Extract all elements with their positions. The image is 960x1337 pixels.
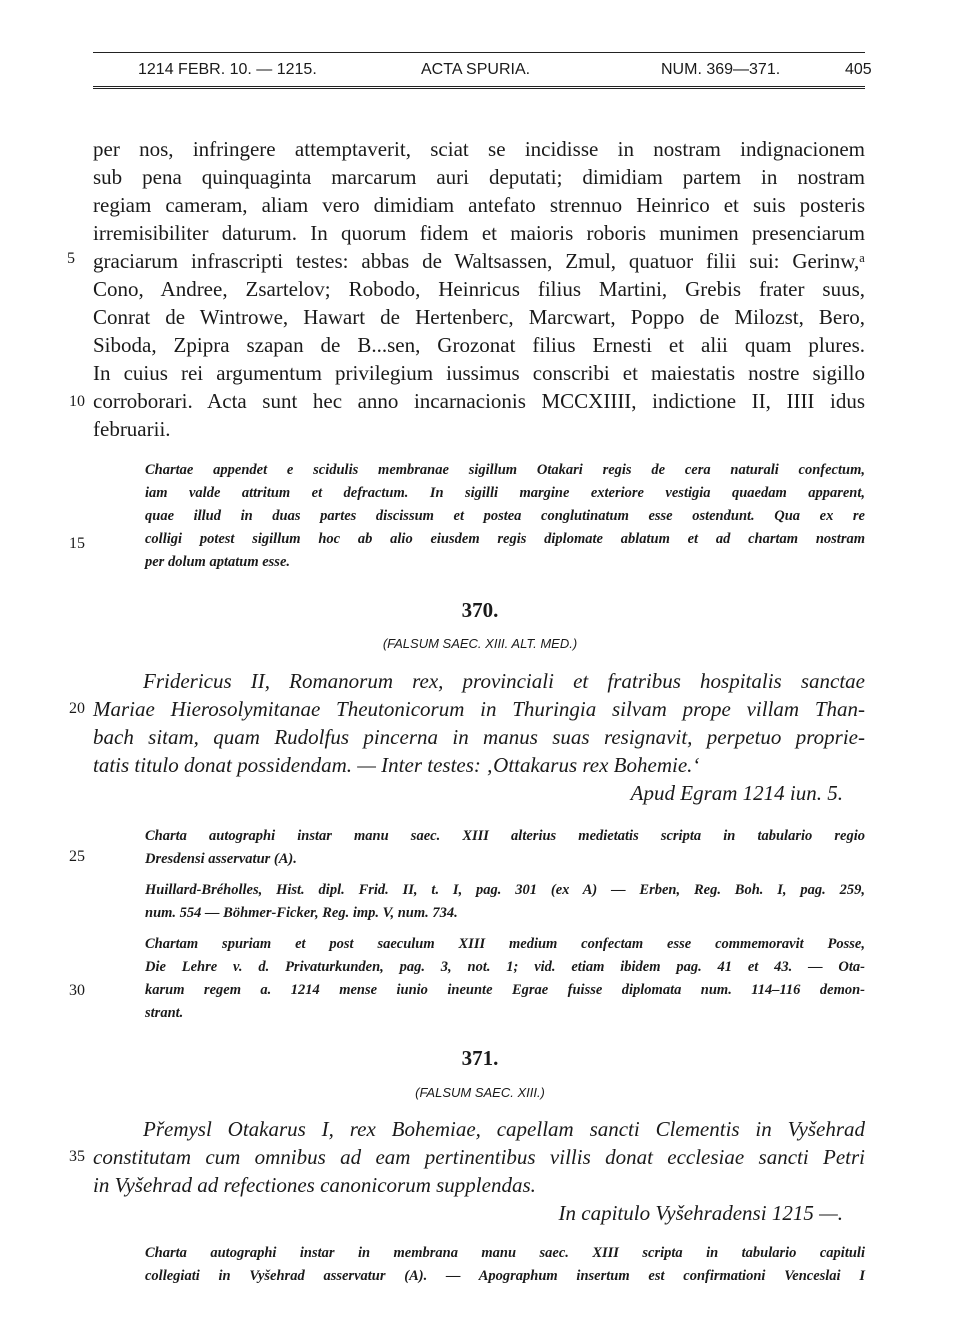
regest-line: in Vyšehrad ad refectiones canonicorum supplendas. [93,1173,536,1197]
note-line: Charta autographi instar manu saec. XIII alterius medietatis scripta in tabulario regio [145,828,865,844]
line-number: 35 [69,1148,85,1165]
doc371-falsum: (FALSUM SAEC. XIII.) [415,1085,545,1100]
text-line: In cuius rei argumentum privilegium iussimus conscribi et maiestatis nostre sigillo [93,361,865,385]
note-line: Charta autographi instar in membrana manu saec. XIII scripta in tabulario capituli [145,1245,865,1261]
regest-line: Fridericus II, Romanorum rex, provinciali et fratribus hospitalis sanctae [143,669,865,693]
note-line: colligi potest sigillum hoc ab alio eiusdem regis diplomate ablatum et ad chartam nostram [145,531,865,547]
doc370-place: Apud Egram 1214 iun. 5. [630,781,843,805]
line-number: 10 [69,393,85,410]
header-rule-bottom [93,86,865,89]
text-line: per nos, infringere attemptaverit, sciat se incidisse in nostram indignacionem [93,137,865,161]
text-line: Siboda, Zpipra szapan de B...sen, Grozonat filius Ernesti et alii quam plures. [93,333,865,357]
doc371-regest [93,1115,865,1227]
text-line: Conrat de Wintrowe, Hawart de Hertenberc, Marcwart, Poppo de Milozst, Bero, [93,305,865,329]
regest-line: tatis titulo donat possidendam. — Inter testes: ‚Ottakarus rex Bohemie.‘ [93,753,700,777]
note-line: strant. [145,1005,184,1021]
header-title: ACTA SPURIA. [421,61,531,78]
text-line: sub pena quinquaginta marcarum auri deputati; dimidiam partem in nostram [93,165,865,189]
note-line: per dolum aptatum esse. [145,554,291,570]
note-line: Huillard-Bréholles, Hist. dipl. Frid. II, t. I, pag. 301 (ex A) — Erben, Reg. Boh. I, pag. 259, [145,882,865,898]
note-line: Die Lehre v. d. Privaturkunden, pag. 3, not. 1; vid. etiam ibidem pag. 41 et 43. — Ota- [145,959,865,975]
doc370-notes [145,825,865,1025]
line-number: 20 [69,700,85,717]
text-line: graciarum infrascripti testes: abbas de Waltsassen, Zmul, quatuor filii sui: Gerinw,ᵃ [93,249,865,273]
text-line: Cono, Andree, Zsartelov; Robodo, Heinricus filius Martini, Grebis frater suus, [93,277,865,301]
line-number: 30 [69,982,85,999]
header-date: 1214 FEBR. 10. — 1215. [138,61,317,78]
note-line: collegiati in Vyšehrad asservatur (A). — Apographum insertum est confirmationi Venceslai I [145,1268,865,1284]
doc371-place: In capitulo Vyšehradensi 1215 —. [558,1201,843,1225]
regest-line: bach sitam, quam Rudolfus pincerna in manus suas resignavit, perpetuo proprie- [93,725,865,749]
doc371-notes [145,1242,865,1288]
note-line: Chartam spuriam et post saeculum XIII medium confectam esse commemoravit Posse, [145,936,865,952]
regest-line: Přemysl Otakarus I, rex Bohemiae, capellam sancti Clementis in Vyšehrad [143,1117,865,1141]
note-line: num. 554 — Böhmer-Ficker, Reg. imp. V, num. 734. [145,905,458,921]
regest-line: constitutam cum omnibus ad eam pertinentibus villis donat ecclesiae sancti Petri [93,1145,865,1169]
note-line: Dresdensi asservatur (A). [145,851,297,867]
line-number: 5 [67,250,75,267]
note-line: Chartae appendet e scidulis membranae sigillum Otakari regis de cera naturali confectum, [145,462,865,478]
doc369-note [145,459,865,574]
line-number: 15 [69,535,85,552]
note-line: karum regem a. 1214 mense iunio ineunte Egrae fuisse diplomata num. 114–116 demon- [145,982,865,998]
page-number: 405 [845,61,872,78]
text-line: regiam cameram, aliam vero dimidiam antefato strennuo Heinrico et suis posteris [93,193,865,217]
doc369-text [93,135,865,443]
doc370-falsum: (FALSUM SAEC. XIII. ALT. MED.) [382,636,578,651]
note-line: iam valde attritum et defractum. In sigilli margine exteriore vestigia quaedam apparent, [145,485,865,501]
line-number: 25 [69,848,85,865]
header-num: NUM. 369—371. [661,61,781,78]
regest-line: Mariae Hierosolymitanae Theutonicorum in Thuringia silvam prope villam Than- [93,697,865,721]
note-line: quae illud in duas partes discissum et postea conglutinatum esse ostendunt. Qua ex re [145,508,865,524]
doc371-number: 371. [461,1046,499,1070]
doc370-regest [93,667,865,807]
text-line: corroborari. Acta sunt hec anno incarnacionis MCCXIIII, indictione II, IIII idus [93,389,865,413]
text-line: irremisibiliter daturum. In quorum fidem et maioris roboris munimen presenciarum [93,221,865,245]
doc370-number: 370. [461,598,499,622]
running-header [93,52,872,92]
header-rule-top [93,52,865,53]
text-line: februarii. [93,417,171,441]
